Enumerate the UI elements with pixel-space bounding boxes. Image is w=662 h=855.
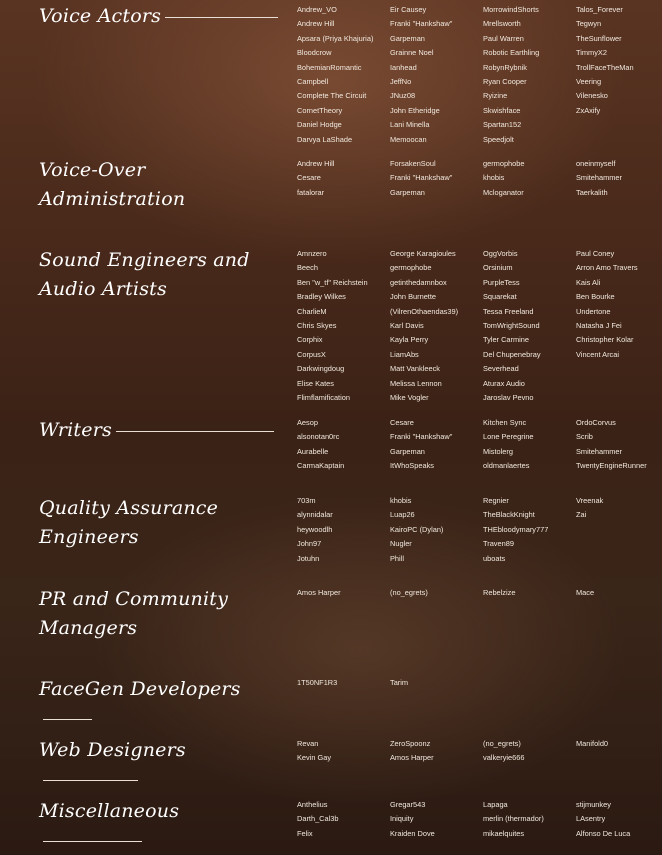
names-column [483,737,575,766]
credit-name: Lani Minella [390,120,430,130]
credit-name: BohemianRomantic [297,62,362,72]
credit-name: 1T50NF1R3 [297,678,338,687]
credit-name: Ryan Cooper [483,76,527,86]
credit-name: Mistolerg [483,446,513,456]
names-column [576,798,662,841]
credit-name: Regnier [483,496,509,505]
credit-name: Kais Ali [576,277,601,287]
credit-name: Speedjolt [483,134,514,144]
credit-name: (no_egrets) [483,739,521,748]
section-heading [39,494,239,552]
credit-name: Complete The Circuit [297,91,367,101]
credit-name: John Burnette [390,292,437,302]
credit-name: TwentyEngineRunner [576,461,647,471]
credit-name: CorpusX [297,349,326,359]
names-column [576,157,662,200]
credit-name: Kevin Gay [297,753,332,763]
credit-name: Amos Harper [390,753,434,763]
names-column [390,157,482,200]
heading-divider [43,719,92,720]
credit-name: Vilenesko [576,91,608,101]
credit-name: Tegwyn [576,19,602,29]
names-column [483,416,575,474]
credit-name: Christopher Kolar [576,335,634,345]
credit-name: oldmanlaertes [483,461,530,471]
credit-name: Luap26 [390,510,415,520]
section-title: FaceGen Developers [39,678,241,700]
credit-name: Phill [390,553,404,563]
names-column [576,247,662,362]
credit-name: Smitehammer [576,173,622,183]
names-column [297,586,389,600]
credit-name: (VilrenOthaendas39) [390,306,459,316]
credit-name: Corphix [297,335,323,345]
credit-name: Franki "Hankshaw" [390,19,453,29]
credit-name: Grainne Noel [390,48,434,58]
credit-name: Anthelius [297,800,328,809]
credit-name: germophobe [390,263,432,273]
credit-name: Cesare [297,173,321,183]
credit-name: Karl Davis [390,320,424,330]
names-column [390,416,482,474]
credit-name: LAsentry [576,814,606,824]
names-column [390,737,482,766]
credit-name: THEbloodymary777 [483,524,549,534]
section-heading [39,2,279,31]
credit-name: Memoocan [390,134,427,144]
credit-name: Darvya LaShade [297,134,353,144]
credit-name: heywoodlh [297,524,333,534]
heading-divider [43,780,138,781]
credit-name: Spartan152 [483,120,522,130]
credit-name: Paul Coney [576,249,615,258]
credit-name: stijmunkey [576,800,611,809]
credit-name: Kayla Perry [390,335,429,345]
names-column [297,494,389,566]
credit-name: Kitchen Sync [483,418,527,427]
section-heading [39,416,279,445]
credit-name: TrollFaceTheMan [576,62,634,72]
credit-name: Natasha J Fei [576,320,622,330]
credit-name: ItWhoSpeaks [390,461,434,471]
credit-name: Melissa Lennon [390,378,442,388]
credit-name: Darth_Cal3b [297,814,339,824]
credit-name: mikaelquites [483,828,525,838]
names-column [297,737,389,766]
names-column [483,157,575,200]
credit-name: Del Chupenebray [483,349,541,359]
credit-name: Franki "Hankshaw" [390,432,453,442]
credit-name: Squarekat [483,292,517,302]
credit-name: John97 [297,539,322,549]
section-heading [39,736,279,794]
credit-name: CarmaKaptain [297,461,345,471]
credit-name: Mike Vogler [390,392,429,402]
names-column [483,247,575,405]
credit-name: Aesop [297,418,318,427]
credit-name: Bradley Wilkes [297,292,346,302]
credit-name: merlin (thermador) [483,814,544,824]
credit-name: KairoPC (Dylan) [390,524,444,534]
credit-name: ForsakenSoul [390,159,436,168]
credit-name: TomWrightSound [483,320,540,330]
credit-name: fatalorar [297,187,325,197]
names-column [297,247,389,405]
names-column [483,494,575,566]
section-title: Voice Actors [39,5,162,27]
credit-name: Andrew_VO [297,5,337,14]
credit-name: Garpeman [390,187,425,197]
section-title: Web Designers [39,739,186,761]
names-column [576,416,662,474]
credit-name: Revan [297,739,319,748]
credit-name: Mace [576,588,595,597]
names-column [483,586,575,600]
names-column [483,3,575,147]
credit-name: Daniel Hodge [297,120,342,130]
credit-name: Undertone [576,306,611,316]
credit-name: alynnidalar [297,510,333,520]
credit-name: Alfonso De Luca [576,828,631,838]
credit-name: Apsara (Priya Khajuria) [297,33,374,43]
names-column [390,586,482,600]
credit-name: Iniquity [390,814,414,824]
credit-name: Tarim [390,678,409,687]
credit-name: Matt Vankleeck [390,364,440,374]
credit-name: Aturax Audio [483,378,525,388]
credit-name: Gregar543 [390,800,426,809]
credit-name: Tyler Carmine [483,335,529,345]
credit-name: John Etheridge [390,105,440,115]
credit-name: Severhead [483,364,519,374]
credit-name: Amnzero [297,249,327,258]
section-heading [39,675,279,733]
credit-name: OrdoCorvus [576,418,616,427]
section-heading [39,797,279,855]
credit-name: Cesare [390,418,414,427]
credit-name: Lapaga [483,800,508,809]
credit-name: oneinmyself [576,159,616,168]
credit-name: Eir Causey [390,5,427,14]
credit-name: Nugler [390,539,412,549]
credit-name: Chris Skyes [297,320,337,330]
credit-name: TheBlackKnight [483,510,535,520]
credit-name: RobynRybnik [483,62,527,72]
credit-name: Darkwingdoug [297,364,345,374]
credit-name: Zai [576,510,587,520]
section-heading [39,156,239,214]
section-heading [39,246,259,304]
credit-name: Paul Warren [483,33,524,43]
credit-name: Mcloganator [483,187,524,197]
names-column [576,586,662,600]
names-column [390,494,482,566]
credit-name: George Karagioules [390,249,456,258]
section-title: Voice-Over Administration [39,159,186,210]
credit-name: Aurabelle [297,446,329,456]
credit-name: Garpeman [390,446,425,456]
credit-name: Scrib [576,432,593,442]
credit-name: Ben "w_tf" Reichstein [297,277,368,287]
credit-name: Smitehammer [576,446,622,456]
credit-name: Bloodcrow [297,48,332,58]
credit-name: khobis [390,496,412,505]
credit-name: Manifold0 [576,739,609,748]
credit-name: Veering [576,76,602,86]
credit-name: Tessa Freeland [483,306,534,316]
credit-name: Ianhead [390,62,417,72]
names-column [483,798,575,841]
credit-name: CornetTheory [297,105,343,115]
credit-name: Amos Harper [297,588,341,597]
credit-name: Vreenak [576,496,604,505]
names-column [297,157,389,200]
credit-name: TheSunflower [576,33,622,43]
credit-name: Jaroslav Pevno [483,392,534,402]
credit-name: alsonotan0rc [297,432,340,442]
credit-name: Garpeman [390,33,425,43]
credit-name: Arron Amo Travers [576,263,638,273]
credit-name: germophobe [483,159,525,168]
credit-name: MorrowindShorts [483,5,539,14]
credit-name: Vincent Arcai [576,349,620,359]
credit-name: Ryizine [483,91,508,101]
credit-name: Beech [297,263,318,273]
names-column [576,737,662,751]
credit-name: Campbell [297,76,329,86]
credit-name: Rebelzize [483,588,516,597]
credit-name: Andrew Hill [297,159,335,168]
credit-name: (no_egrets) [390,588,428,597]
credit-name: Jotuhn [297,553,320,563]
credit-name: Franki "Hankshaw" [390,173,453,183]
credit-name: Taerkalith [576,187,608,197]
section-title: PR and Community Managers [39,588,229,639]
credit-name: Traven89 [483,539,514,549]
names-column [390,798,482,841]
names-column [297,416,389,474]
names-column [390,676,482,690]
section-title: Writers [39,419,112,441]
credit-name: Flimflamification [297,392,350,402]
credit-name: khobis [483,173,505,183]
credit-name: ZeroSpoonz [390,739,431,748]
credit-name: JeffNo [390,76,412,86]
credit-name: LiamAbs [390,349,419,359]
credit-name: TimmyX2 [576,48,607,58]
credit-name: valkeryie666 [483,753,525,763]
credit-name: Ben Bourke [576,292,615,302]
credit-name: OggVorbis [483,249,518,258]
credit-name: Mrellsworth [483,19,521,29]
credit-name: JNuz08 [390,91,416,101]
names-column [390,3,482,147]
credit-name: Felix [297,828,313,838]
credit-name: Lone Peregrine [483,432,534,442]
names-column [576,494,662,523]
names-column [390,247,482,405]
credit-name: PurpleTess [483,277,520,287]
heading-divider [43,841,142,842]
section-title: Miscellaneous [39,800,180,822]
credit-name: uboats [483,553,506,563]
section-title: Quality Assurance Engineers [39,497,219,548]
section-heading [39,585,239,643]
credit-name: Elise Kates [297,378,334,388]
section-title: Sound Engineers and Audio Artists [39,249,250,300]
credit-name: 703m [297,496,316,505]
credit-name: Talos_Forever [576,5,623,14]
credit-name: Kraiden Dove [390,828,435,838]
credit-name: Skwishface [483,105,521,115]
credit-name: ZxAxify [576,105,601,115]
heading-divider [165,17,278,18]
names-column [576,3,662,118]
credit-name: Robotic Earthling [483,48,540,58]
credit-name: Andrew Hill [297,19,335,29]
credit-name: getinthedamnbox [390,277,447,287]
names-column [297,676,389,690]
credit-name: CharlieM [297,306,327,316]
heading-divider [116,431,274,432]
names-column [297,798,389,841]
names-column [297,3,389,147]
credit-name: Orsinium [483,263,513,273]
